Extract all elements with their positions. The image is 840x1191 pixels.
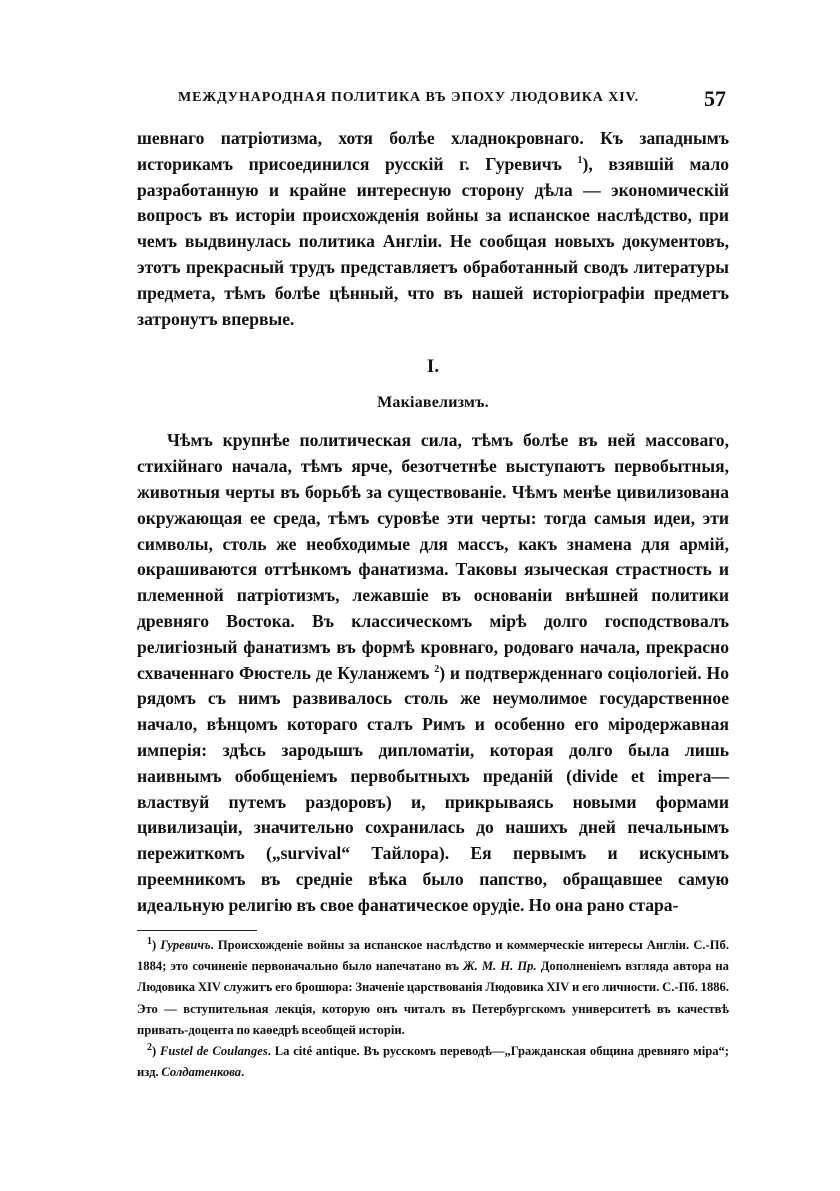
main-text-2: ) и подтвержденнаго соціологіей. Но рядомъ съ нимъ развивалось столь же неумолимое государственное начало, вѣнцомъ котораго сталъ Римъ и особенно его міродержавная имперія: здѣсь зародышъ дипломатіи, которая долго была лишь наивнымъ обобщеніемъ первобытныхъ преданій (divide et impera—властвуй путемъ раздоровъ) и, прикрываясь новыми формами цивилизаціи, значительно сохранилась до нашихъ дней печальнымъ пережиткомъ („survival“ Тайлора). Ея первымъ и искуснымъ преемникомъ въ средніе вѣка было папство, обращавшее самую идеальную религію въ свое фанатическое орудіе. Но она рано стара- [137, 662, 729, 915]
footnote-text: . [241, 1065, 245, 1080]
footnote-marker: 1 [147, 935, 152, 947]
intro-paragraph [137, 126, 729, 332]
footnote-2: $^2$) Fustel de Coulanges. La cité antique. Въ русскомъ переводѣ—„Гражданская община древняго міра“; изд. Солдатенкова. [137, 1041, 729, 1080]
footnote-ref-2: 2 [434, 663, 440, 675]
footnote-publisher: Солдатенкова [161, 1065, 242, 1080]
page-body [137, 120, 729, 919]
page-number: 57 [704, 86, 726, 111]
footnote-author: Гуревичъ [160, 938, 211, 952]
footnote-ref-1: 1 [577, 154, 583, 166]
footnotes [137, 935, 729, 1083]
footnote-divider [137, 930, 257, 931]
intro-text-2: ), взявшій мало разработанную и крайне интересную сторону дѣла — экономическій вопросъ въ исторіи происхожденія войны за испанское наслѣдство, при чемъ выдвинулась политика Англіи. Не сообщая новыхъ документовъ, этотъ прекрасный трудъ представляетъ обработанный сводъ литературы предмета, тѣмъ болѣе цѣнный, что въ нашей исторіографіи предметъ затронутъ впервые. [137, 153, 729, 329]
running-head: МЕЖДУНАРОДНАЯ ПОЛИТИКА ВЪ ЭПОХУ ЛЮДОВИКА XIV. [178, 90, 640, 105]
footnote-journal: Ж. М. Н. Пр. [463, 959, 537, 974]
footnote-1: $^1$) Гуревичъ. Происхожденіе войны за испанское наслѣдство и коммерческіе интересы Англіи. С.-Пб. 1884; это сочиненіе первоначально было напечатано въ Ж. М. Н. Пр. Дополненіемъ взгляда автора на Людовика XIV служитъ его брошюра: Значеніе царствованія Людовика XIV и его личности. С.-Пб. 1886. Это — вступительная лекція, которую онъ читалъ въ Петербургскомъ университетѣ въ качествѣ привать-доцента по каѳедрѣ всеобщей исторіи. [137, 935, 729, 1037]
footnote-text: . La cité antique. Въ русскомъ переводѣ—„Гражданская община древняго міра“; изд. [137, 1044, 729, 1080]
section-title: Макіавелизмъ. [377, 394, 489, 412]
intro-text-1: шевнаго патріотизма, хотя болѣе хладнокровнаго. Къ западнымъ историкамъ присоединился русскій г. Гуревичъ [137, 128, 729, 174]
section-number: I. [426, 356, 440, 378]
footnote-marker: 2 [147, 1041, 152, 1053]
footnote-text: Дополненіемъ взгляда автора на Людовика XIV служитъ его брошюра: Значеніе царствованія Людовика XIV и его личности. С.-Пб. 1886. Это — вступительная лекція, которую онъ читалъ въ Петербургскомъ университетѣ въ качествѣ привать-доцента по каѳедрѣ всеобщей исторіи. [137, 959, 729, 1037]
main-text-1: Чѣмъ крупнѣе политическая сила, тѣмъ болѣе въ ней массоваго, стихійнаго начала, тѣмъ ярче, безотчетнѣе выступаютъ первобытныя, животныя черты въ борьбѣ за существованіе. Чѣмъ менѣе цивилизована окружающая ее среда, тѣмъ суровѣе эти черты: тогда самыя идеи, эти символы, столь же необходимые для массъ, какъ знамена для армій, окрашиваются оттѣнкомъ фанатизма. Таковы языческая страстность и племенной патріотизмъ, лежавшіе въ основаніи внѣшней политики древняго Востока. Въ классическомъ мірѣ долго господствовалъ религіозный фанатизмъ въ формѣ кровнаго, родоваго начала, прекрасно схваченнаго Фюстель де Куланжемъ [137, 430, 729, 683]
footnote-text: . Происхожденіе войны за испанское наслѣдство и коммерческіе интересы Англіи. С.-Пб. 1884; это сочиненіе первоначально было напечатано въ [137, 938, 729, 974]
footnote-author: Fustel de Coulanges [160, 1044, 268, 1059]
main-paragraph [137, 428, 729, 918]
page-header [0, 86, 840, 120]
